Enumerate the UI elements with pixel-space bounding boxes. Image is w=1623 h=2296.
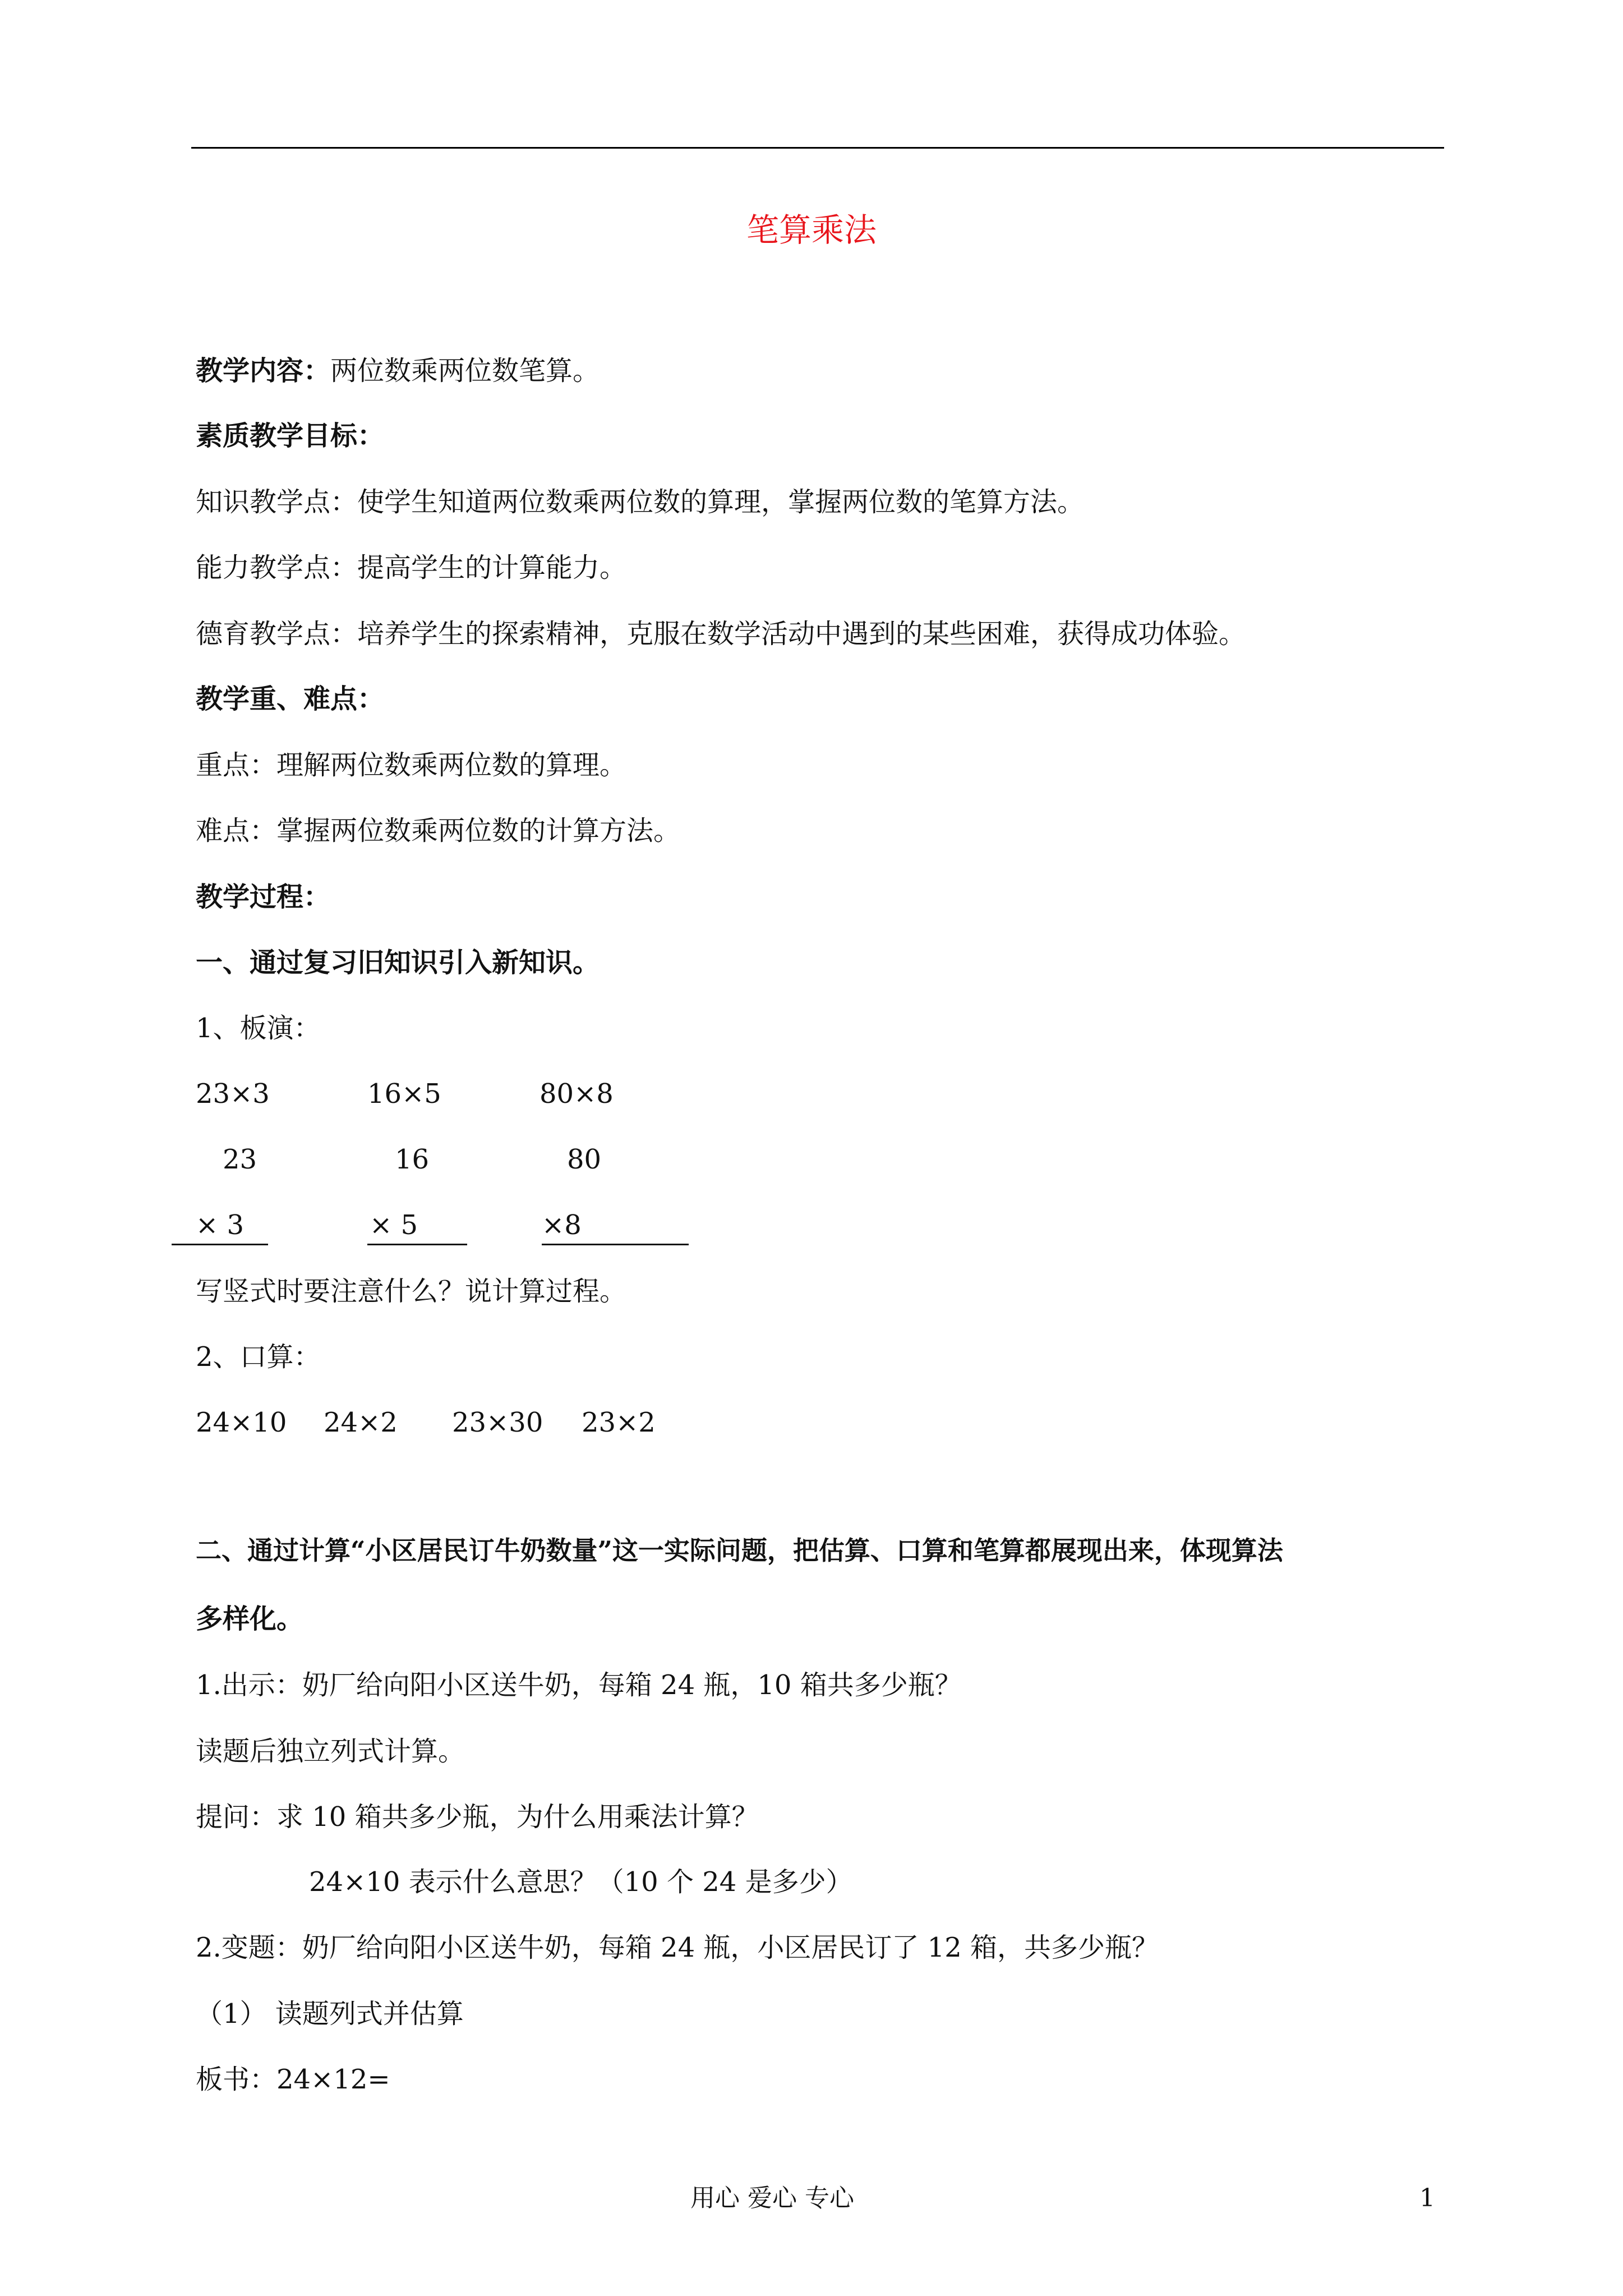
step2-sub1: （1） 读题列式并估算 <box>196 1998 464 2030</box>
vertical-top-number: 16 <box>395 1144 430 1175</box>
key-difficulty-heading: 教学重、难点： <box>196 683 385 715</box>
vertical-top-number: 80 <box>567 1144 602 1175</box>
step1-question: 提问：求 10 箱共多少瓶，为什么用乘法计算？ <box>196 1801 759 1833</box>
mental-calc: 24×2 <box>324 1407 398 1438</box>
step1-followup: 24×10 表示什么意思？（10 个 24 是多少） <box>309 1866 853 1898</box>
goals-heading: 素质教学目标： <box>196 420 385 452</box>
page-number: 1 <box>1419 2184 1435 2212</box>
mental-calc: 24×10 <box>196 1407 287 1438</box>
mental-calc: 23×2 <box>582 1407 656 1438</box>
vertical-underline <box>542 1244 689 1245</box>
header-rule <box>191 147 1444 149</box>
knowledge-point: 知识教学点：使学生知道两位数乘两位数的算理，掌握两位数的笔算方法。 <box>196 486 1085 518</box>
board-write: 板书：24×12= <box>196 2064 390 2095</box>
vertical-underline <box>172 1244 268 1245</box>
mental-calc: 23×30 <box>452 1407 543 1438</box>
teaching-content-label: 教学内容： <box>196 355 331 386</box>
vertical-underline <box>367 1244 467 1245</box>
step1-instruction: 读题后独立列式计算。 <box>196 1736 465 1767</box>
section2-heading-line2: 多样化。 <box>196 1603 304 1635</box>
item1-label: 1、板演： <box>196 1013 321 1044</box>
section1-heading: 一、通过复习旧知识引入新知识。 <box>196 947 600 978</box>
document-title: 笔算乘法 <box>746 211 877 249</box>
key-point: 重点：理解两位数乘两位数的算理。 <box>196 749 627 781</box>
vertical-multiplier: × 3 <box>196 1209 245 1241</box>
teaching-content-text: 两位数乘两位数笔算。 <box>330 355 600 386</box>
ability-point: 能力教学点：提高学生的计算能力。 <box>196 552 627 583</box>
section2-heading-line1: 二、通过计算“小区居民订牛奶数量”这一实际问题，把估算、口算和笔算都展现出来，体现算法 <box>196 1535 1283 1566</box>
board-expression: 80×8 <box>540 1078 614 1110</box>
step2-problem: 2.变题：奶厂给向阳小区送牛奶，每箱 24 瓶，小区居民订了 12 箱，共多少瓶？ <box>196 1932 1159 1963</box>
vertical-top-number: 23 <box>223 1144 257 1175</box>
vertical-multiplier: ×8 <box>542 1209 582 1241</box>
vertical-multiplier: × 5 <box>370 1209 418 1241</box>
item2-label: 2、口算： <box>196 1341 321 1373</box>
teaching-content-line <box>196 354 600 388</box>
process-heading: 教学过程： <box>196 881 331 913</box>
difficult-point: 难点：掌握两位数乘两位数的计算方法。 <box>196 815 681 846</box>
board-expression: 16×5 <box>367 1078 441 1110</box>
vertical-question: 写竖式时要注意什么？说计算过程。 <box>196 1276 627 1307</box>
board-expression: 23×3 <box>196 1078 270 1110</box>
footer-motto: 用心 爱心 专心 <box>690 2184 854 2212</box>
moral-point: 德育教学点：培养学生的探索精神，克服在数学活动中遇到的某些困难，获得成功体验。 <box>196 618 1246 650</box>
step1-problem: 1.出示：奶厂给向阳小区送牛奶，每箱 24 瓶，10 箱共多少瓶？ <box>196 1669 962 1701</box>
